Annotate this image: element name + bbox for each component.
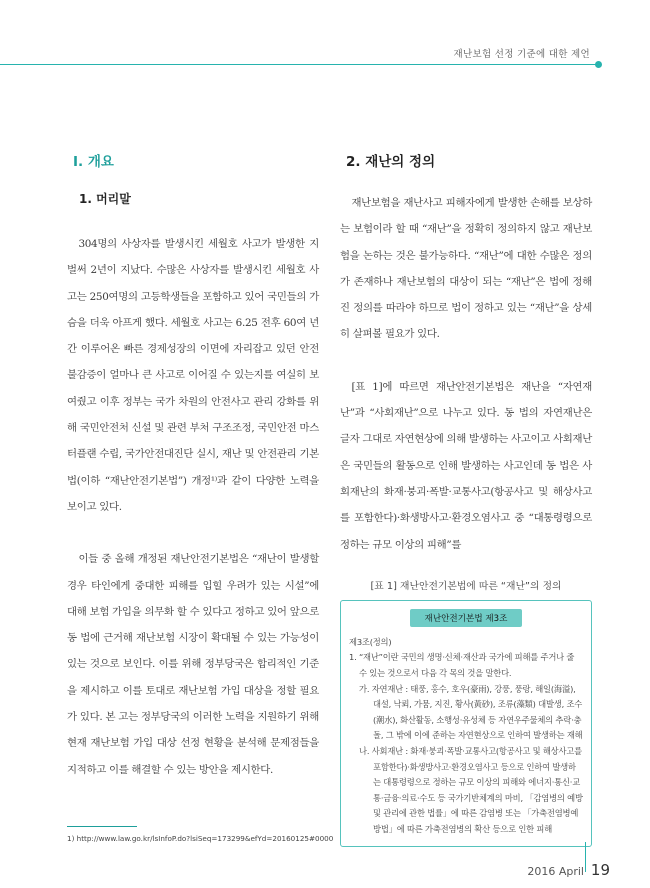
paragraph: 재난보험을 재난사고 피해자에게 발생한 손해를 보상하는 보험이라 할 때 “재난”을 정확히 정의하지 않고 재난보험을 논하는 것은 불가능하다. “재난”에 대한 수많은 정의가 존재하나 재난보험의 대상이 되는 “재난”은 법에 정해진 정의를 따라야 하므로 법이 정하고 있는 “재난”을 상세히 살펴볼 필요가 있다. [340,197,592,341]
law-text [349,635,583,838]
page-number: 19 [590,861,610,879]
law-box-title: 재난안전기본법 제3조 [410,609,522,627]
left-column [67,150,319,783]
subsection-title-introduction: 1. 머리말 [79,192,131,206]
section-title-definition: 2. 재난의 정의 [346,154,436,170]
table-caption: [표 1] 재난안전기본법에 따른 “재난”의 정의 [370,580,562,592]
running-header-title: 재난보험 선정 기준에 대한 제언 [453,49,590,60]
law-subitem-natural: 가. 자연재난 : 태풍, 홍수, 호우(豪雨), 강풍, 풍랑, 해일(海溢), 대설, 낙뢰, 가뭄, 지진, 황사(黃砂), 조류(藻類) 대발생, 조수(潮水), 화산활동, 소행성·유성체 등 자연우주물체의 추락·충돌, 그 밖에 이에 준하는 자연현상으로 인하여 발생하는 재해 [359,683,583,741]
footer-divider [585,842,586,872]
paragraph: [표 1]에 따르면 재난안전기본법은 재난을 “자연재난”과 “사회재난”으로 나누고 있다. 동 법의 자연재난은 글자 그대로 자연현상에 의해 발생하는 사고이고 사회재난은 국민들의 활동으로 인해 발생하는 사고인데 동 법은 사회재난의 화재·붕괴·폭발·교통사고(항공사고 및 해상사고를 포함한다)·화생방사고·환경오염사고 중 “대통령령으로 정하는 규모 이상의 피해”를 [340,380,592,551]
paragraph: 304명의 사상자를 발생시킨 세월호 사고가 발생한 지 벌써 2년이 지났다. 수많은 사상자를 발생시킨 세월호 사고는 250여명의 고등학생들을 포함하고 있어 국민들의 가슴을 더욱 아프게 했다. 세월호 사고는 6.25 전후 60여 년간 이루어온 빠른 경제성장의 이면에 자리잡고 있던 안전 불감증이 얼마나 큰 사고로 이어질 수 있는지를 여실히 보여줬고 이후 정부는 국가 차원의 안전사고 관리 강화를 위해 국민안전처 신설 및 관련 부처 구조조정, 국민안전 마스터플랜 수립, 국가안전대진단 실시, 재난 및 안전관리 기본법(이하 “재난안전기본법”) 개정¹⁾과 같이 다양한 노력을 보이고 있다. [67,238,319,513]
law-excerpt-box [340,600,592,847]
right-column [340,150,592,847]
law-item: 1. “재난”이란 국민의 생명·신체·재산과 국가에 피해를 주거나 줄 수 있는 것으로서 다음 각 목의 것을 말한다. [349,652,575,679]
law-article: 제3조(정의) [349,636,392,647]
law-subitem-social: 나. 사회재난 : 화재·붕괴·폭발·교통사고(항공사고 및 해상사고를 포함한다)·화생방사고·환경오염사고 등으로 인하여 발생하는 대통령령으로 정하는 규모 이상의 피해와 에너지·통신·교통·금융·의료·수도 등 국가기반체계의 마비, 「감염병의 예방 및 관리에 관한 법률」에 따른 감염병 또는 「가축전염병예방법」에 따른 가축전염병의 확산 등으로 인한 피해 [359,746,583,834]
paragraph: 이들 중 올해 개정된 재난안전기본법은 “재난이 발생할 경우 타인에게 중대한 피해를 입힐 우려가 있는 시설”에 대해 보험 가입을 의무화 할 수 있다고 정하고 있어 앞으로 동 법에 근거해 재난보험 시장이 확대될 수 있는 가능성이 있는 것으로 보인다. 이를 위해 정부당국은 합리적인 기준을 제시하고 이를 토대로 재난보험 가입 대상을 정할 필요가 있다. 본 고는 정부당국의 이러한 노력을 지원하기 위해 현재 재난보험 가입 대상 선정 현황을 분석해 문제점들을 지적하고 이를 해결할 수 있는 방안을 제시한다. [67,553,319,776]
header-dot [595,61,602,68]
section-title-overview: Ⅰ. 개요 [73,154,114,170]
footer-date: 2016 April [527,865,584,878]
header-rule [0,64,600,65]
footnote-rule [67,826,137,827]
footnote: 1) http://www.law.go.kr/lsInfoP.do?lsiSeq=173299&efYd=20160125#0000 [67,834,334,843]
